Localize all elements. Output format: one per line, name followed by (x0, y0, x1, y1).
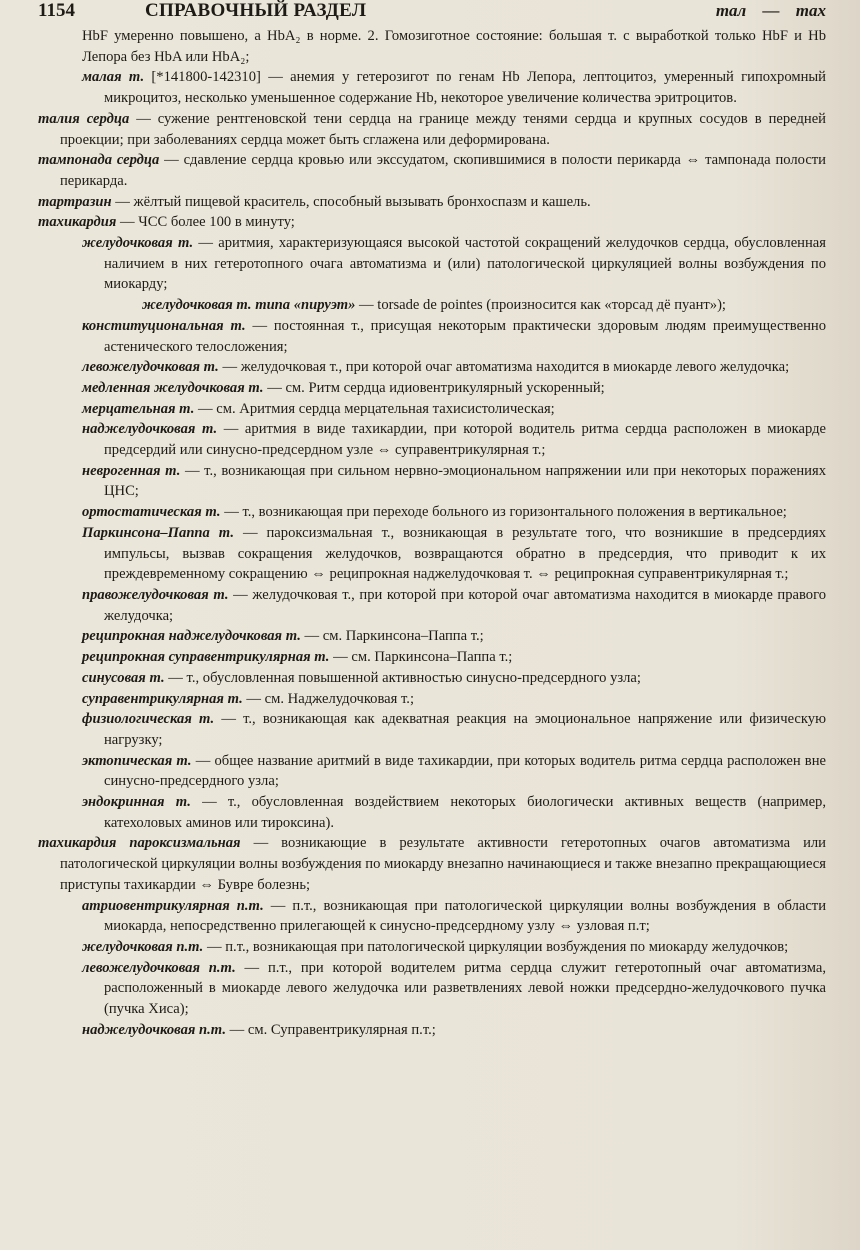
dictionary-entry: тахикардия пароксизмальная — возникающие в результате активности гетеротопных очагов автоматизма или патологической циркуляции волны возбуждения по миокарду внезапно начинающиеся и также внезапно прекращающиеся приступы тахикардии ⇔ Бувре болезнь; (38, 835, 826, 893)
sub-entry: физиологическая т. — т., возникающая как адекватная реакция на эмоциональное напряжение или физическую нагрузку; (82, 711, 826, 748)
dictionary-entry: тампонада сердца — сдавление сердца кровью или экссудатом, скопившимися в полости перикарда ⇔ тампонада полости перикарда. (38, 152, 826, 189)
sub-entry: неврогенная т. — т., возникающая при сильном нервно-эмоциональном напряжении или при некоторых поражениях ЦНС; (82, 462, 826, 500)
sub-entry: реципрокная наджелудочковая т. — см. Паркинсона–Паппа т.; (82, 628, 484, 645)
sub-entry: левожелудочковая п.т. — п.т., при которой водителем ритма сердца служит гетеротопный очаг автоматизма, расположенный в миокарде левого желудочка или разветвлениях левой ножки предсердно-желудочкового пучка (пучка Хиса); (82, 959, 826, 1018)
dictionary-entry: тахикардия — ЧСС более 100 в минуту; (38, 214, 295, 231)
sub-entry: конституциональная т. — постоянная т., присущая некоторым практически здоровым людям преимущественно астенического телосложения; (82, 317, 826, 355)
dictionary-entry: талия сердца — сужение рентгеновской тени сердца на границе между тенями сердца и крупных сосудов в передней проекции; при заболеваниях сердца может быть сглажена или деформирована. (38, 110, 826, 148)
section-title: СПРАВОЧНЫЙ РАЗДЕЛ (144, 0, 367, 21)
running-header (38, 0, 826, 26)
sub-entry: малая т. [*141800-142310] — анемия у гетерозигот по генам Hb Лепора, лептоцитоз, умеренный гипохромный микроцитоз, несколько уменьшенное содержание Hb, некоторое увеличение количества эритроцитов. (82, 69, 826, 107)
sub-entry: левожелудочковая т. — желудочковая т., при которой очаг автоматизма находится в миокарде левого желудочка; (82, 359, 790, 376)
dictionary-entry: тартразин — жёлтый пищевой краситель, способный вызывать бронхоспазм и кашель. (38, 193, 591, 210)
sub-entry: желудочковая п.т. — п.т., возникающая при патологической циркуляции возбуждения по миокарду желудочков; (82, 938, 789, 955)
sub-entry: атриовентрикулярная п.т. — п.т., возникающая при патологической циркуляции волны возбуждения в области миокарда, непосредственно прилегающей к синусно-предсердному узлу ⇔ узловая п.т; (82, 897, 826, 935)
sub-entry: ортостатическая т. — т., возникающая при переходе больного из горизонтального положения в вертикальное; (82, 504, 787, 521)
sub-entry: эктопическая т. — общее название аритмий в виде тахикардии, при которых водитель ритма сердца расположен вне синусно-предсердного узла; (82, 752, 826, 790)
sub-entry: медленная желудочковая т. — см. Ритм сердца идиовентрикулярный ускоренный; (82, 379, 605, 396)
sub-entry: правожелудочковая т. — желудочковая т., при которой при которой очаг автоматизма находится в миокарде правого желудочка; (82, 586, 826, 624)
entry-continuation: HbF умеренно повышено, а HbA₂ в норме. 2. Гомозиготное состояние: большая т. с выработкой только HbF и Hb Лепора без HbA или HbA₂; (82, 28, 826, 65)
guide-words: тал — тах (715, 1, 826, 20)
sub-sub-entry: желудочковая т. типа «пируэт» — torsade de pointes (произносится как «торсад дё пуант»); (142, 297, 726, 314)
sub-entry: Паркинсона–Паппа т. — пароксизмальная т., возникающая в результате того, что возникшие в предсердиях импульсы, вызвав сокращения желудочков, возвращаются обратно в предсердия, что приводит к их преждевременному сокращению ⇔ реципрокная наджелудочковая т. ⇔ реципрокная суправентрикулярная т.; (82, 524, 826, 583)
sub-entry: наджелудочковая т. — аритмия в виде тахикардии, при которой водитель ритма сердца расположен в миокарде предсердий или синусно-предсердном узле ⇔ суправентрикулярная т.; (82, 421, 826, 459)
sub-entry: реципрокная суправентрикулярная т. — см. Паркинсона–Паппа т.; (82, 649, 513, 666)
sub-entry: желудочковая т. — аритмия, характеризующаяся высокой частотой сокращений желудочков сердца, обусловленная наличием в них гетеротопного очага автоматизма и (или) патологической циркуляцией волны возбуждения по миокарду; (82, 235, 826, 293)
sub-entry: синусовая т. — т., обусловленная повышенной активностью синусно-предсердного узла; (82, 669, 641, 686)
entries-body (38, 26, 826, 1040)
sub-entry: наджелудочковая п.т. — см. Суправентрикулярная п.т.; (82, 1021, 436, 1038)
sub-entry: суправентрикулярная т. — см. Наджелудочковая т.; (82, 690, 414, 707)
sub-entry: мерцательная т. — см. Аритмия сердца мерцательная тахисистолическая; (82, 400, 555, 417)
page-number: 1154 (38, 0, 75, 21)
sub-entry: эндокринная т. — т., обусловленная воздействием некоторых биологически активных веществ (например, катехоловых аминов или тироксина). (82, 794, 826, 831)
